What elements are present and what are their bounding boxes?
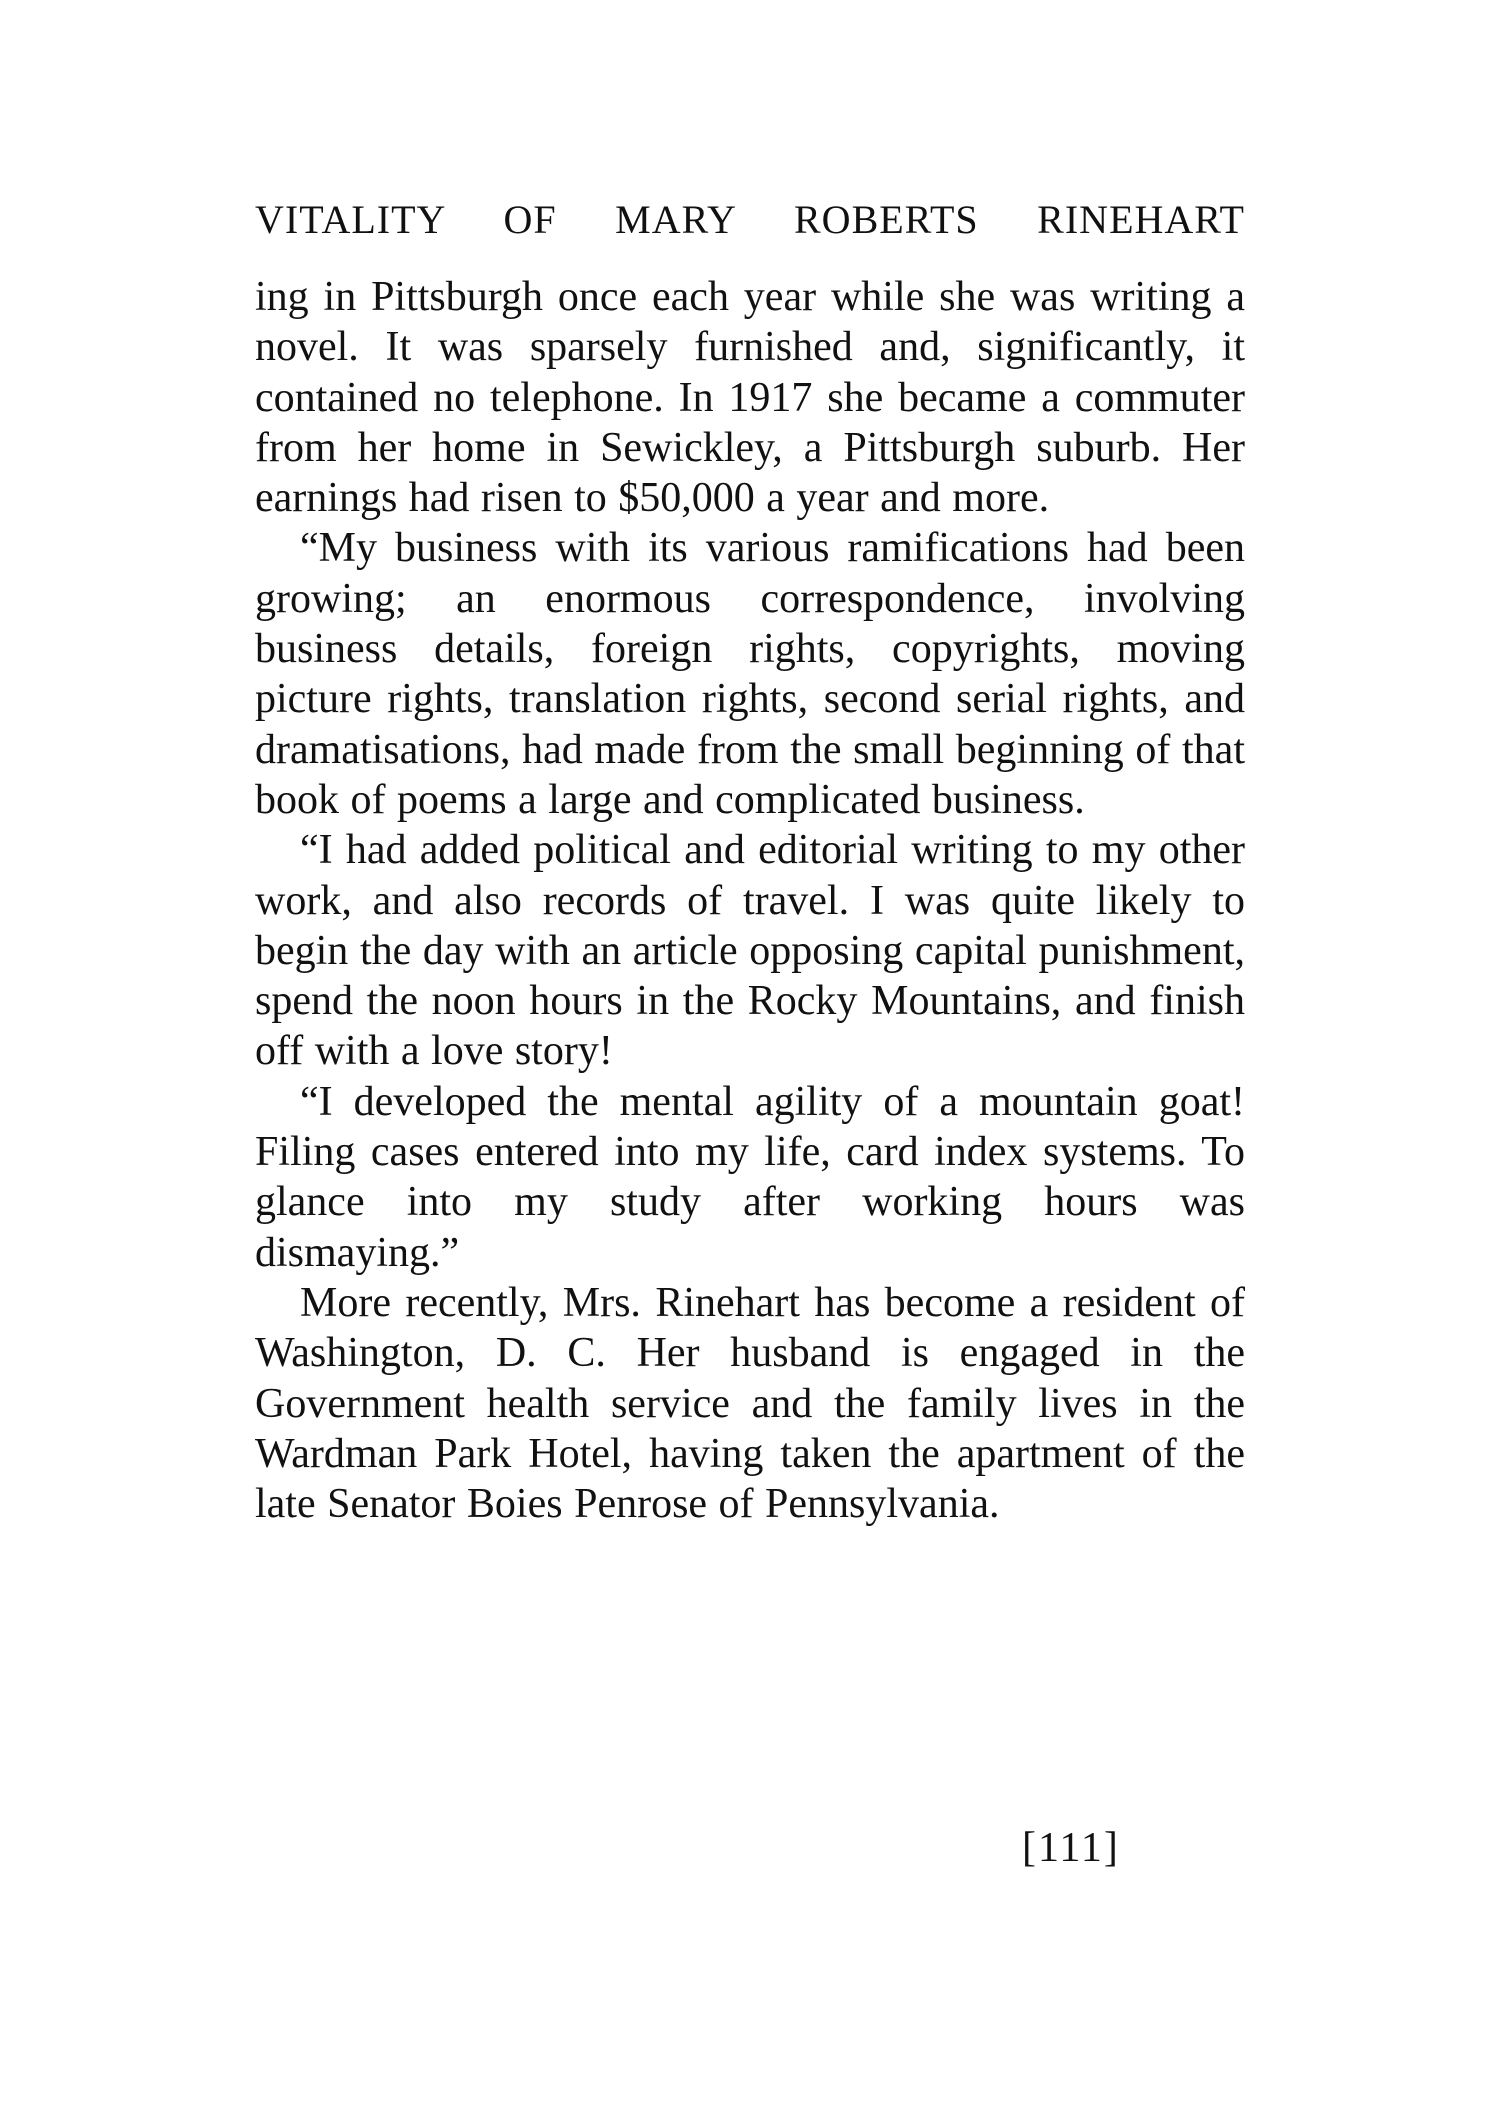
paragraph-political-writing: “I had added political and editorial writing to my other work, and also records of travel. I was quite likely to begin the day with an article opposing capital punishment, spend the noon hours in the Rocky Mountains, and finish off with a love story!: [255, 827, 1245, 1075]
paragraph-washington: More recently, Mrs. Rinehart has become a resident of Washington, D. C. Her husband is engaged in the Government health service and the family lives in the Wardman Park Hotel, having taken the apartment of the late Senator Boies Penrose of Pennsylvania.: [255, 1279, 1245, 1528]
paragraph-business-quote: “My business with its various ramifications had been growing; an enormous correspondence, involving business details, foreign rights, copyrights, moving picture rights, translation rights, second serial rights, and dramatisations, had made from the small beginning of that book of poems a large and complicated business.: [255, 525, 1245, 823]
running-head: VITALITY OF MARY ROBERTS RINEHART: [255, 197, 1245, 242]
page-number: [111]: [1022, 1825, 1120, 1871]
paragraph-mental-agility: “I developed the mental agility of a mountain goat! Filing cases entered into my life, card index systems. To glance into my study after working hours was dismaying.”: [255, 1078, 1245, 1276]
body-text: [255, 272, 1245, 1529]
paragraph-continuation: ing in Pittsburgh once each year while she was writing a novel. It was sparsely furnished and, significantly, it contained no telephone. In 1917 she became a commuter from her home in Sewickley, a Pittsburgh suburb. Her earnings had risen to $50,000 a year and more.: [255, 274, 1245, 522]
